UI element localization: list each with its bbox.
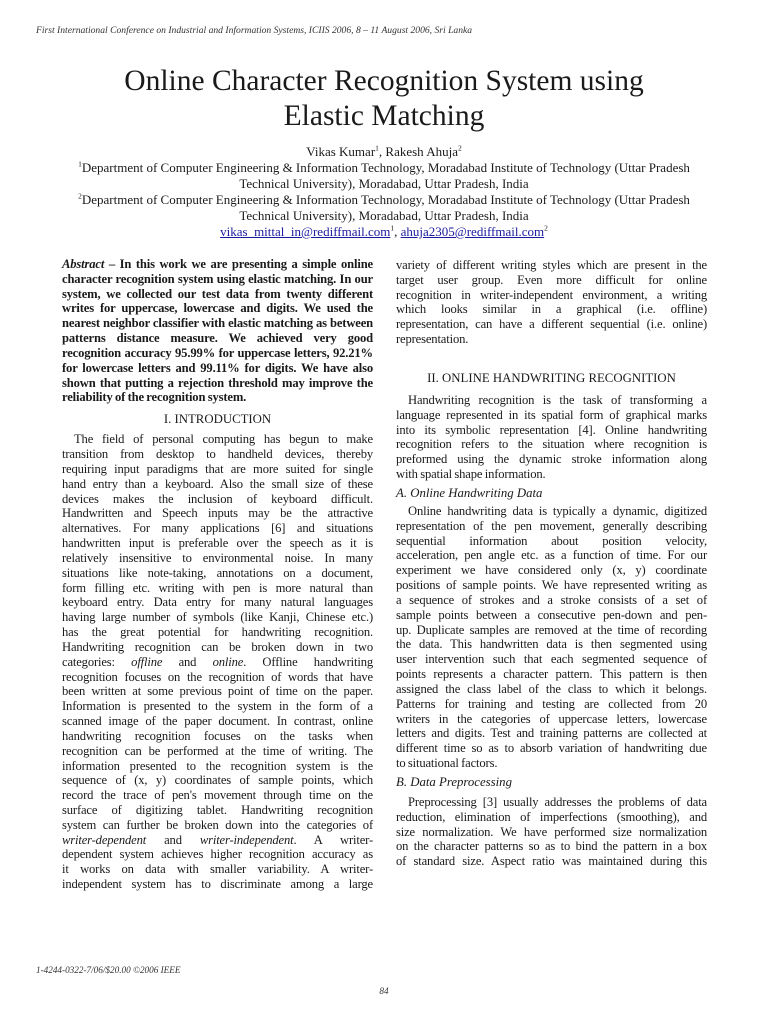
text-line: different time so as to absorb variation of handwriting due [396, 741, 707, 756]
text-line: independent system has to discriminate among a large [62, 877, 373, 892]
text-line: points represents a character pattern. This pattern is then [396, 667, 707, 682]
text-line: to situational factors. [396, 756, 498, 771]
text-line: form filling etc. writing with pen is more natural than [62, 580, 373, 595]
section-2-paragraph [396, 393, 707, 482]
text-line: the data. This handwritten data is then segmented using [396, 637, 707, 652]
conference-header: First International Conference on Industrial and Information Systems, ICIIS 2006, 8 – 11 August 2006, Sri Lanka [36, 25, 473, 36]
author-block [0, 144, 768, 240]
text-line: assigned the class label of the class to which it belongs. [396, 681, 707, 696]
text-line: situations like note-taking, annotations on a document, [62, 565, 373, 580]
copyright-footer: 1-4244-0322-7/06/$20.00 ©2006 IEEE [36, 965, 181, 975]
affiliation-2-sup: 2 [78, 191, 82, 201]
text-line: Handwritten and Speech inputs may be the attractive [62, 506, 373, 521]
text-line: on the character patterns so as to bind the pattern in a box [396, 839, 707, 854]
emphasized-text: – In this work we are presenting a simple online [104, 257, 373, 271]
text-line: recognition refers to the situation where recognition is [396, 437, 707, 452]
text-line: recognition in writer-independent environment, a writing [396, 287, 707, 302]
text-line: keyboard entry. Data entry for many natural languages [62, 595, 373, 610]
text-line: alternatives. For many applications [6] and situations [62, 521, 373, 536]
text-segment: . Offline handwriting [243, 654, 373, 669]
abstract [62, 257, 373, 405]
text-line: reduction, elimination of imperfections (smoothing), and [396, 809, 707, 824]
subsection-a-paragraph [396, 504, 707, 771]
text-line: representation of the pen movement, generally describing [396, 518, 707, 533]
text-segment: categories: [62, 654, 132, 669]
text-segment: and [146, 832, 200, 847]
text-line: letters and digits. Test and training patterns are collected at [396, 726, 707, 741]
text-line: variety of different writing styles which are present in the [396, 258, 707, 272]
section-2-heading: II. ONLINE HANDWRITING RECOGNITION [427, 370, 676, 385]
text-line: handwritten input is preferable over the speech as it is [62, 536, 373, 551]
text-line: system can further be broken down into the categories of [62, 817, 373, 832]
title-line-1: Online Character Recognition System using [124, 65, 644, 97]
text-line: reliability of the recognition system. [62, 390, 247, 405]
text-line: sample points between a consecutive pen-down and pen- [396, 607, 707, 622]
text-line: writes for uppercase, lowercase and digits. We used the [62, 301, 373, 316]
text-line: Patterns for training and testing are collected from 20 [396, 696, 707, 711]
text-line: The field of personal computing has begun to make [74, 432, 373, 447]
subsection-a-heading: A. Online Handwriting Data [396, 485, 543, 500]
text-line: user intervention such that each segmented sequence of [396, 652, 707, 667]
text-line: positions of sample points. We have represented writing as [396, 578, 707, 593]
text-line: relatively insensitive to environmental noise. In many [62, 550, 373, 565]
text-line [62, 257, 373, 272]
author-names [0, 144, 768, 160]
subsection-b-paragraph [396, 795, 707, 869]
author-1-sup: 1 [375, 143, 379, 153]
text-line: scanned image of the paper document. In contrast, online [62, 714, 373, 729]
emphasized-text: writer-dependent [62, 832, 147, 847]
affiliation-1-line-2: Technical University), Moradabad, Uttar Pradesh, India [239, 176, 529, 191]
emphasized-text: Abstract [62, 257, 105, 271]
text-line: nearest neighbor classifier with elastic matching as between [62, 316, 373, 331]
text-line: system, we collected our test data from twenty different [62, 286, 373, 301]
affiliation-1-line-1: Department of Computer Engineering & Information Technology, Moradabad Institute of Technology (Uttar Pradesh [81, 160, 690, 175]
text-line: Information is presented to the system in the form of a [62, 699, 373, 714]
emphasized-text: online [212, 654, 244, 669]
author-separator: , [378, 144, 386, 159]
text-segment: . A writer- [293, 832, 373, 847]
text-line: representation. [396, 332, 469, 347]
text-line: up. Duplicate samples are removed at the time of recording [396, 622, 707, 637]
emails [0, 224, 768, 240]
text-line: language represented in its spatial form of graphical marks [396, 407, 707, 422]
text-line: preformed using the dynamic stroke information along [396, 452, 707, 467]
text-line: sequence of (x, y) coordinates of sample points, which [62, 773, 373, 788]
email-1-sup: 1 [390, 223, 395, 233]
text-line: character recognition system using elastic matching. In our [62, 271, 373, 286]
right-column [396, 258, 707, 869]
subsection-b-heading: B. Data Preprocessing [396, 774, 512, 789]
author-2: Rakesh Ahuja [385, 144, 458, 159]
intro-paragraph [62, 432, 373, 892]
left-column [62, 257, 373, 892]
author-2-sup: 2 [457, 143, 462, 153]
affiliation-2-line-2: Technical University), Moradabad, Uttar Pradesh, India [239, 208, 529, 223]
page-number: 84 [379, 986, 389, 996]
text-line: recognition accuracy 95.99% for uppercase letters, 92.21% [62, 345, 373, 360]
text-line: Handwriting recognition can be broken down in two [62, 639, 373, 654]
text-line: Preprocessing [3] usually addresses the problems of data [408, 794, 707, 809]
text-line: with spatial shape information. [396, 467, 546, 482]
text-line: has the great potential for handwriting recognition. [62, 625, 373, 640]
text-line: information presented to the recognition system is the [62, 758, 373, 773]
text-line: Online handwriting data is typically a dynamic, digitized [408, 503, 707, 518]
affiliation-2 [0, 192, 768, 208]
email-link-2[interactable]: ahuja2305@rediffmail.com [400, 224, 545, 239]
text-line: into its symbolic representation [4]. Online handwriting [396, 422, 707, 437]
text-line: recognition can be performed at the time of writing. The [62, 743, 373, 758]
text-line [62, 833, 373, 848]
affiliation-1-sup: 1 [78, 159, 82, 169]
email-2-sup: 2 [544, 223, 548, 233]
text-line: record the trace of pen's movement through time on the [62, 788, 373, 803]
text-line: dependent system achieves higher recognition accuracy as [62, 847, 373, 862]
text-line: transition from desktop to handheld devices, thereby [62, 447, 373, 462]
affiliation-1 [0, 160, 768, 176]
text-line: devices makes the inclusion of keyboard difficult. [62, 491, 373, 506]
email-link-1[interactable]: vikas_mittal_in@rediffmail.com [220, 224, 391, 239]
email-separator: , [394, 224, 401, 239]
text-line: having large number of symbols (like Kanji, Chinese etc.) [62, 610, 373, 625]
text-line: shown that putting a rejection threshold may improve the [62, 375, 373, 390]
text-line: experiment we have considered only (x, y) coordinate [396, 563, 707, 578]
text-line: acceleration, pen angle etc. as a function of time. For our [396, 548, 707, 563]
text-segment: and [162, 654, 213, 669]
paper-title [0, 64, 768, 134]
emphasized-text: offline [131, 654, 163, 669]
text-line: it works on data with smaller variability. A writer- [62, 862, 373, 877]
text-line: requiring input paradigms that are more suited for single [62, 461, 373, 476]
text-line [62, 655, 373, 670]
emphasized-text: writer-independent [199, 832, 294, 847]
intro-continued-paragraph [396, 258, 707, 347]
intro-heading: I. INTRODUCTION [163, 412, 272, 427]
title-line-2: Elastic Matching [283, 100, 485, 132]
text-line: been written at some previous point of time on the paper. [62, 684, 373, 699]
text-line: size normalization. We have performed size normalization [396, 824, 707, 839]
text-line: Handwriting recognition is the task of transforming a [408, 392, 707, 407]
text-line: sequential information about position velocity, [396, 533, 707, 548]
text-line: patterns distance measure. We achieved very good [62, 331, 373, 346]
text-line: writers in the categories of uppercase letters, lowercase [396, 711, 707, 726]
text-line: of standard size. Aspect ratio was maintained during this [396, 854, 707, 869]
author-1: Vikas Kumar [306, 144, 376, 159]
text-line: hand entry than a keyboard. Also the small size of these [62, 476, 373, 491]
text-line: a sequence of strokes and a stroke consists of a set of [396, 592, 707, 607]
affiliation-2-line-1: Department of Computer Engineering & Information Technology, Moradabad Institute of Technology (Uttar Pradesh [81, 192, 690, 207]
text-line: for lowercase letters and 99.11% for digits. We have also [62, 360, 373, 375]
text-line: handwriting recognition focuses on the tasks when [62, 728, 373, 743]
text-line: recognition focuses on the recognition of words that have [62, 669, 373, 684]
text-line: target user group. Even more difficult for online [396, 272, 707, 287]
text-line: surface of digitizing tablet. Handwriting recognition [62, 802, 373, 817]
text-line: which looks similar in a graphical (i.e. offline) [396, 302, 707, 317]
text-line: representation, can have a different sequential (i.e. online) [396, 317, 707, 332]
